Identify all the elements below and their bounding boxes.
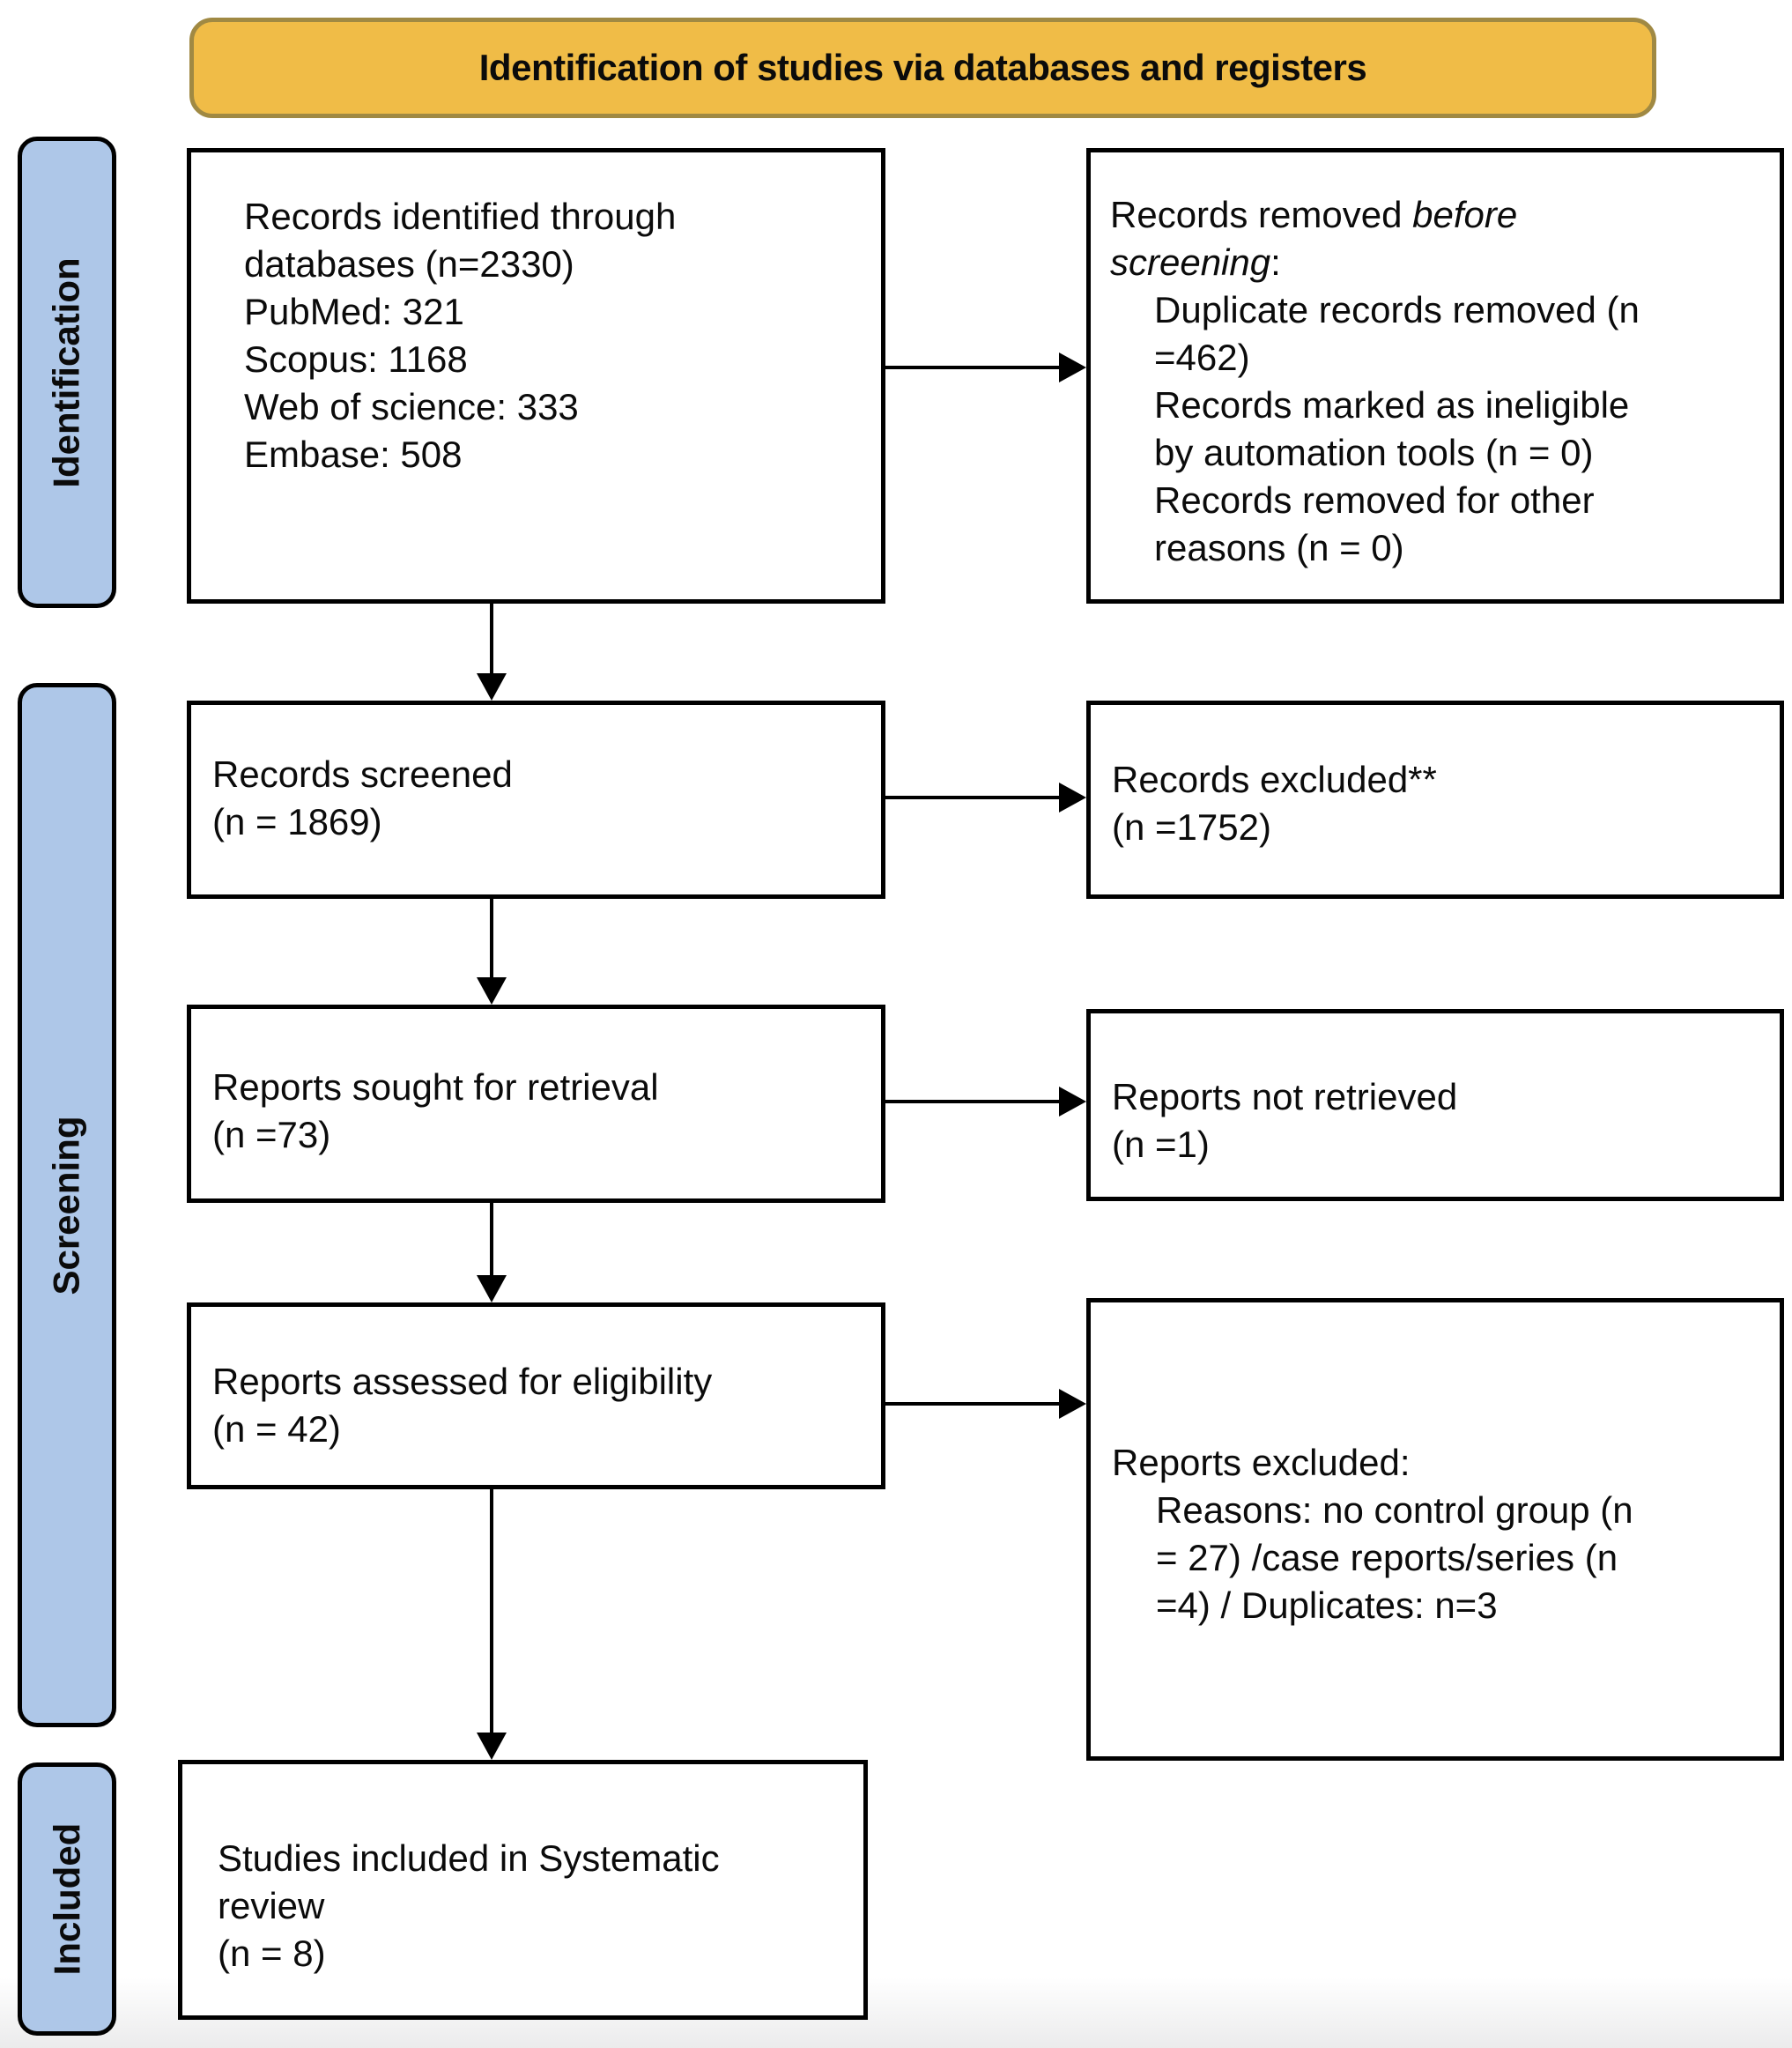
stage-label-included <box>18 1762 116 2036</box>
arrow-assessed-to-included-head <box>477 1733 507 1760</box>
arrow-identified-to-screened-head <box>477 673 507 701</box>
arrow-sought-to-notretrieved-line <box>885 1100 1062 1103</box>
records-removed-regular: Records removed <box>1110 194 1413 235</box>
box-reports-not-retrieved <box>1086 1009 1784 1201</box>
box-records-removed <box>1086 148 1784 604</box>
studies-included-text: Studies included in Systematic review (n = 8) <box>218 1837 720 1974</box>
arrow-sought-to-notretrieved-head <box>1059 1087 1086 1117</box>
box-reports-sought <box>187 1005 885 1203</box>
records-identified-text: Records identified through databases (n=2330) PubMed: 321 Scopus: 1168 Web of science: 333 Embase: 508 <box>244 196 677 475</box>
stage-included-text: Included <box>46 1822 87 1976</box>
reports-excluded-items: Reasons: no control group (n = 27) /case reports/series (n =4) / Duplicates: n=3 <box>1156 1489 1633 1626</box>
records-removed-italic-screening: screening <box>1110 241 1271 283</box>
records-removed-line2 <box>1110 239 1766 286</box>
arrow-sought-to-assessed-head <box>477 1275 507 1302</box>
arrow-identified-to-removed-head <box>1059 352 1086 382</box>
banner-title <box>189 18 1656 118</box>
arrow-assessed-to-excluded-head <box>1059 1389 1086 1419</box>
box-records-excluded <box>1086 701 1784 899</box>
arrow-screened-to-sought-head <box>477 977 507 1005</box>
reports-not-retrieved-text: Reports not retrieved (n =1) <box>1112 1076 1458 1165</box>
box-reports-assessed <box>187 1302 885 1489</box>
records-removed-line1 <box>1110 191 1766 239</box>
arrow-screened-to-excluded-line <box>885 796 1062 799</box>
box-records-identified <box>187 148 885 604</box>
arrow-sought-to-assessed-line <box>490 1203 493 1278</box>
box-studies-included <box>178 1760 868 2020</box>
box-records-screened <box>187 701 885 899</box>
records-removed-italic-before: before <box>1412 194 1518 235</box>
banner-title-text: Identification of studies via databases and registers <box>478 47 1367 88</box>
stage-label-screening <box>18 683 116 1727</box>
records-excluded-text: Records excluded** (n =1752) <box>1112 759 1437 848</box>
stage-identification-text: Identification <box>46 256 87 488</box>
arrow-identified-to-screened-line <box>490 604 493 676</box>
box-reports-excluded <box>1086 1298 1784 1761</box>
arrow-assessed-to-included-line <box>490 1489 493 1734</box>
arrow-identified-to-removed-line <box>885 366 1062 369</box>
records-removed-colon: : <box>1270 241 1281 283</box>
reports-excluded-heading: Reports excluded: <box>1112 1442 1411 1483</box>
records-removed-items: Duplicate records removed (n =462) Records marked as ineligible by automation tools (n = 0) Records removed for other reasons (n = 0) <box>1154 289 1640 568</box>
reports-assessed-text: Reports assessed for eligibility (n = 42) <box>212 1361 713 1450</box>
stage-label-identification <box>18 137 116 608</box>
arrow-screened-to-excluded-head <box>1059 783 1086 813</box>
stage-screening-text: Screening <box>46 1115 88 1295</box>
records-screened-text: Records screened (n = 1869) <box>212 753 513 842</box>
reports-sought-text: Reports sought for retrieval (n =73) <box>212 1066 659 1155</box>
arrow-assessed-to-excluded-line <box>885 1402 1062 1406</box>
arrow-screened-to-sought-line <box>490 899 493 980</box>
